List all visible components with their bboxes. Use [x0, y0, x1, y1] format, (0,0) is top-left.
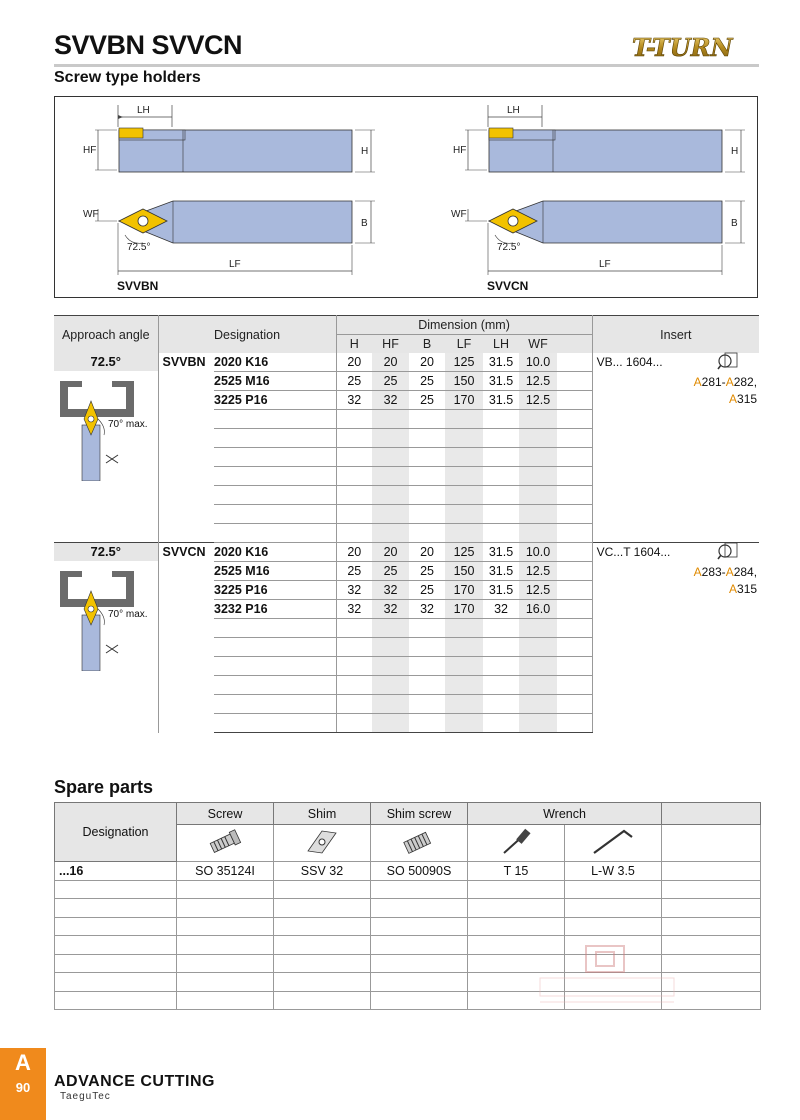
dim-value	[336, 695, 372, 714]
t-wrench-icon	[468, 825, 565, 862]
spare-cell-wrench1	[468, 899, 565, 918]
wrench-header: Wrench	[468, 803, 662, 825]
spare-cell-shim_screw	[371, 973, 468, 992]
dim-value	[519, 619, 557, 638]
dim-value	[483, 619, 519, 638]
spare-cell-screw	[177, 899, 274, 918]
dim-value	[372, 714, 409, 733]
dim-value: 31.5	[483, 562, 519, 581]
spare-cell-shim_screw	[371, 880, 468, 899]
holder-drawing	[55, 97, 759, 299]
spare-cell-extra	[662, 899, 761, 918]
footer-logo-sub: TaeguTec	[60, 1091, 111, 1102]
dim-value	[445, 657, 483, 676]
spare-cell-designation	[55, 936, 177, 955]
designation-code: 2020 K16	[214, 353, 336, 372]
table-row	[54, 543, 759, 562]
dim-value: 170	[445, 600, 483, 619]
ref-prefix: A	[729, 392, 738, 406]
dim-value	[519, 695, 557, 714]
svvcn-hf-label: HF	[453, 145, 467, 156]
dim-value	[372, 657, 409, 676]
svvcn-lf-label: LF	[599, 259, 611, 270]
spare-cell-shim_screw	[371, 917, 468, 936]
page-number: 90	[15, 1080, 31, 1095]
designation-code	[214, 448, 336, 467]
dim-value: 170	[445, 391, 483, 410]
insert-code: VC...T 1604...	[596, 545, 671, 559]
ref-prefix: A	[725, 375, 734, 389]
svvcn-diagram-name: SVVCN	[487, 279, 529, 293]
dim-value: 125	[445, 353, 483, 372]
dim-value	[409, 676, 445, 695]
dim-spacer	[557, 695, 592, 714]
svvcn-drawing	[451, 105, 745, 293]
ref-page: 315	[737, 392, 758, 406]
dim-value	[519, 638, 557, 657]
dim-value: 25	[409, 581, 445, 600]
page-title: SVVBN SVVCN	[54, 30, 243, 60]
dim-value	[372, 695, 409, 714]
screw-icon	[177, 825, 274, 862]
dim-value	[483, 429, 519, 448]
dim-spacer	[557, 448, 592, 467]
dim-value	[372, 467, 409, 486]
watermark-logo	[538, 942, 678, 1012]
dim-value	[483, 638, 519, 657]
dim-value	[409, 486, 445, 505]
svvbn-h-label: H	[361, 146, 369, 157]
shim-icon	[274, 825, 371, 862]
designation-code: 2020 K16	[214, 543, 336, 562]
dim-value	[483, 714, 519, 733]
spare-cell-shim	[274, 936, 371, 955]
spare-cell-wrench2	[565, 899, 662, 918]
dim-value: 25	[336, 372, 372, 391]
spare-cell-wrench2	[565, 917, 662, 936]
dim-value: 12.5	[519, 562, 557, 581]
dim-spacer	[557, 619, 592, 638]
ref-prefix: A	[729, 582, 738, 596]
dim-value: 32	[409, 600, 445, 619]
dim-value: 12.5	[519, 581, 557, 600]
spare-cell-designation	[55, 899, 177, 918]
holder-diagram	[54, 96, 758, 298]
dim-value	[409, 429, 445, 448]
dim-value: 12.5	[519, 391, 557, 410]
dim-value	[445, 486, 483, 505]
spare-cell-shim	[274, 917, 371, 936]
dim-value: 20	[409, 353, 445, 372]
spare-cell-extra	[662, 917, 761, 936]
dim-value: 32	[336, 600, 372, 619]
designation-code	[214, 619, 336, 638]
dim-value: 32	[372, 581, 409, 600]
spare-cell-screw	[177, 917, 274, 936]
ref-prefix: A	[693, 565, 702, 579]
dim-value	[409, 410, 445, 429]
dimension-header: Dimension (mm)	[336, 316, 592, 335]
dim-value: 10.0	[519, 543, 557, 562]
dim-spacer	[557, 524, 592, 543]
spare-cell-wrench1	[468, 880, 565, 899]
dim-value: 12.5	[519, 372, 557, 391]
dim-value	[483, 486, 519, 505]
dim-value: 20	[409, 543, 445, 562]
dim-value: 32	[372, 600, 409, 619]
dim-value: 170	[445, 581, 483, 600]
spare-cell-screw	[177, 973, 274, 992]
designation-code	[214, 410, 336, 429]
dim-value	[336, 505, 372, 524]
max-angle-label: 70° max.	[108, 419, 148, 430]
dim-value	[336, 486, 372, 505]
svvbn-lh-label: LH	[137, 105, 150, 116]
dim-value	[372, 410, 409, 429]
table-row	[54, 353, 759, 372]
svvcn-wf-label: WF	[451, 209, 467, 220]
dim-value: 125	[445, 543, 483, 562]
page-subtitle: Screw type holders	[54, 69, 201, 86]
spare-cell-designation	[55, 973, 177, 992]
spare-row-empty	[55, 899, 761, 918]
dim-value: 20	[372, 353, 409, 372]
spare-parts-title: Spare parts	[54, 777, 154, 797]
dim-value	[483, 657, 519, 676]
designation-code: 2525 M16	[214, 562, 336, 581]
dim-value	[336, 410, 372, 429]
dim-value	[519, 524, 557, 543]
designation-code	[214, 486, 336, 505]
designation-code	[214, 429, 336, 448]
dim-hf-header: HF	[372, 335, 409, 354]
insert-page-refs[interactable]	[597, 374, 760, 408]
t-turn-logo	[628, 32, 762, 62]
dim-value: 20	[372, 543, 409, 562]
ref-page: 315	[737, 582, 758, 596]
svvbn-diagram-name: SVVBN	[117, 279, 159, 293]
spare-cell-shim_screw	[371, 954, 468, 973]
dim-value: 31.5	[483, 391, 519, 410]
dim-value	[519, 657, 557, 676]
spare-cell-screw	[177, 936, 274, 955]
dim-value	[483, 467, 519, 486]
approach-angle-cell	[54, 543, 158, 733]
page-section-letter: A	[15, 1050, 31, 1075]
dim-value	[445, 714, 483, 733]
spare-cell-screw	[177, 991, 274, 1010]
dim-value	[483, 448, 519, 467]
svvbn-drawing	[83, 105, 375, 293]
dim-value	[336, 638, 372, 657]
dim-value	[409, 619, 445, 638]
shim-header: Shim	[274, 803, 371, 825]
designation-code: 3232 P16	[214, 600, 336, 619]
dim-spacer	[557, 486, 592, 505]
spare-cell-wrench2	[565, 880, 662, 899]
dim-lh-header: LH	[483, 335, 519, 354]
dim-spacer	[557, 410, 592, 429]
shim-screw-header: Shim screw	[371, 803, 468, 825]
spare-cell-shim	[274, 899, 371, 918]
dim-value	[372, 638, 409, 657]
designation-series: SVVBN	[162, 355, 206, 369]
spare-cell-shim: SSV 32	[274, 862, 371, 881]
dim-value: 25	[372, 372, 409, 391]
spare-cell-wrench1	[468, 917, 565, 936]
dim-value: 25	[409, 562, 445, 581]
dim-value	[445, 638, 483, 657]
dim-value	[372, 676, 409, 695]
dim-value	[519, 448, 557, 467]
shim-screw-icon	[371, 825, 468, 862]
dim-value: 31.5	[483, 581, 519, 600]
dim-value	[483, 695, 519, 714]
ref-page: 281-	[701, 375, 726, 389]
dim-spacer	[557, 353, 592, 372]
dim-value	[409, 638, 445, 657]
dim-value: 20	[336, 353, 372, 372]
dim-value	[445, 429, 483, 448]
ref-page: 282,	[733, 375, 758, 389]
dim-value	[409, 505, 445, 524]
dim-value: 25	[372, 562, 409, 581]
spare-cell-screw: SO 35124I	[177, 862, 274, 881]
spare-cell-shim_screw: SO 50090S	[371, 862, 468, 881]
dim-value	[519, 505, 557, 524]
designation-code	[214, 714, 336, 733]
approach-angle-value: 72.5°	[54, 543, 158, 561]
dim-spacer	[557, 600, 592, 619]
dim-value	[483, 676, 519, 695]
dim-h-header: H	[336, 335, 372, 354]
dim-value	[519, 467, 557, 486]
dim-value	[336, 448, 372, 467]
dim-spacer	[557, 543, 592, 562]
dim-value: 32	[336, 391, 372, 410]
dim-value	[336, 467, 372, 486]
dim-spacer	[557, 562, 592, 581]
dim-value	[483, 524, 519, 543]
dim-value: 20	[336, 543, 372, 562]
dim-value	[483, 505, 519, 524]
magnifier-page-icon[interactable]	[717, 541, 739, 561]
approach-angle-value: 72.5°	[54, 353, 158, 371]
spare-cell-designation: ...16	[55, 862, 177, 881]
dim-value: 32	[372, 391, 409, 410]
dim-value	[445, 695, 483, 714]
spare-row-empty	[55, 880, 761, 899]
dim-spacer	[557, 638, 592, 657]
dim-value: 16.0	[519, 600, 557, 619]
dim-value	[372, 429, 409, 448]
dim-value	[372, 524, 409, 543]
designation-header: Designation	[158, 316, 336, 354]
dim-value	[409, 448, 445, 467]
dim-value: 150	[445, 562, 483, 581]
l-wrench-icon	[565, 825, 662, 862]
brand-text: T-TURN	[632, 33, 733, 62]
spare-cell-wrench2: L-W 3.5	[565, 862, 662, 881]
svvcn-b-label: B	[731, 218, 738, 229]
insert-page-refs[interactable]	[597, 564, 760, 598]
spare-row	[55, 862, 761, 881]
designation-code	[214, 638, 336, 657]
designation-code: 2525 M16	[214, 372, 336, 391]
dim-value: 31.5	[483, 372, 519, 391]
dim-value	[519, 410, 557, 429]
dim-value	[372, 619, 409, 638]
svvcn-h-label: H	[731, 146, 739, 157]
designation-code: 3225 P16	[214, 391, 336, 410]
max-angle-label: 70° max.	[108, 609, 148, 620]
designation-code	[214, 524, 336, 543]
spare-cell-shim	[274, 880, 371, 899]
dim-value: 10.0	[519, 353, 557, 372]
dim-value: 31.5	[483, 353, 519, 372]
ref-page: 284,	[733, 565, 758, 579]
dim-value	[372, 486, 409, 505]
spare-cell-extra	[662, 880, 761, 899]
dim-value	[445, 619, 483, 638]
dim-value	[445, 410, 483, 429]
dim-value	[409, 524, 445, 543]
dim-value: 25	[409, 391, 445, 410]
dim-b-header: B	[409, 335, 445, 354]
dim-spacer	[557, 581, 592, 600]
dim-value	[409, 695, 445, 714]
designation-series: SVVCN	[158, 543, 214, 733]
spare-cell-wrench1: T 15	[468, 862, 565, 881]
dim-spacer	[557, 676, 592, 695]
holder-spec-table	[54, 315, 759, 733]
approach-angle-header: Approach angle	[54, 316, 158, 354]
spare-cell-shim_screw	[371, 936, 468, 955]
dim-wf-header: WF	[519, 335, 557, 354]
dim-value	[409, 467, 445, 486]
dim-value	[445, 505, 483, 524]
dim-spacer	[557, 505, 592, 524]
dim-value	[445, 467, 483, 486]
designation-code	[214, 505, 336, 524]
dim-spacer	[557, 429, 592, 448]
dim-value	[519, 714, 557, 733]
magnifier-page-icon[interactable]	[717, 351, 739, 371]
spare-cell-designation	[55, 954, 177, 973]
dim-value	[445, 676, 483, 695]
screw-header: Screw	[177, 803, 274, 825]
dim-value	[445, 524, 483, 543]
dim-value: 31.5	[483, 543, 519, 562]
spare-cell-shim_screw	[371, 991, 468, 1010]
spare-cell-designation	[55, 880, 177, 899]
dim-spacer	[557, 714, 592, 733]
spare-cell-screw	[177, 954, 274, 973]
dim-value	[409, 714, 445, 733]
designation-code	[214, 676, 336, 695]
dim-value	[336, 524, 372, 543]
designation-code	[214, 695, 336, 714]
dim-value	[519, 486, 557, 505]
insert-cell	[592, 353, 759, 543]
dim-value	[409, 657, 445, 676]
ref-prefix: A	[725, 565, 734, 579]
spare-cell-shim_screw	[371, 899, 468, 918]
dim-spacer	[557, 467, 592, 486]
title-rule	[54, 64, 759, 67]
ref-page: 283-	[701, 565, 726, 579]
dim-value	[336, 657, 372, 676]
spare-cell-designation	[55, 991, 177, 1010]
svvbn-b-label: B	[361, 218, 368, 229]
dim-spacer	[557, 372, 592, 391]
spare-cell-extra	[662, 862, 761, 881]
svvcn-insert-side	[489, 128, 513, 138]
svvbn-angle-label: 72.5°	[127, 242, 151, 253]
insert-cell	[592, 543, 759, 733]
dim-value	[372, 505, 409, 524]
dim-value	[336, 714, 372, 733]
dim-value: 25	[336, 562, 372, 581]
spare-cell-designation	[55, 917, 177, 936]
spare-cell-screw	[177, 880, 274, 899]
dim-value: 32	[336, 581, 372, 600]
approach-angle-cell	[54, 353, 158, 543]
designation-code	[214, 657, 336, 676]
spare-row-empty	[55, 917, 761, 936]
insert-header: Insert	[592, 316, 759, 354]
dim-spacer	[557, 657, 592, 676]
svvcn-lh-label: LH	[507, 105, 520, 116]
spare-cell-shim	[274, 991, 371, 1010]
dim-value	[336, 429, 372, 448]
dim-lf-header: LF	[445, 335, 483, 354]
dim-value: 25	[409, 372, 445, 391]
svvcn-angle-label: 72.5°	[497, 242, 521, 253]
dim-value	[372, 448, 409, 467]
dim-spacer	[557, 391, 592, 410]
designation-code: 3225 P16	[214, 581, 336, 600]
svvbn-insert-side	[119, 128, 143, 138]
dim-value	[336, 619, 372, 638]
dim-value	[519, 429, 557, 448]
dim-value: 32	[483, 600, 519, 619]
insert-code: VB... 1604...	[596, 355, 663, 369]
dim-value	[445, 448, 483, 467]
svvbn-lf-label: LF	[229, 259, 241, 270]
spare-designation-header: Designation	[55, 803, 177, 862]
svvbn-hf-label: HF	[83, 145, 97, 156]
dim-value	[483, 410, 519, 429]
spare-cell-shim	[274, 973, 371, 992]
footer-logo: ADVANCE CUTTING	[54, 1073, 215, 1090]
ref-prefix: A	[693, 375, 702, 389]
svvbn-wf-label: WF	[83, 209, 99, 220]
dim-value	[336, 676, 372, 695]
dim-value	[519, 676, 557, 695]
spare-cell-shim	[274, 954, 371, 973]
dim-value: 150	[445, 372, 483, 391]
designation-code	[214, 467, 336, 486]
